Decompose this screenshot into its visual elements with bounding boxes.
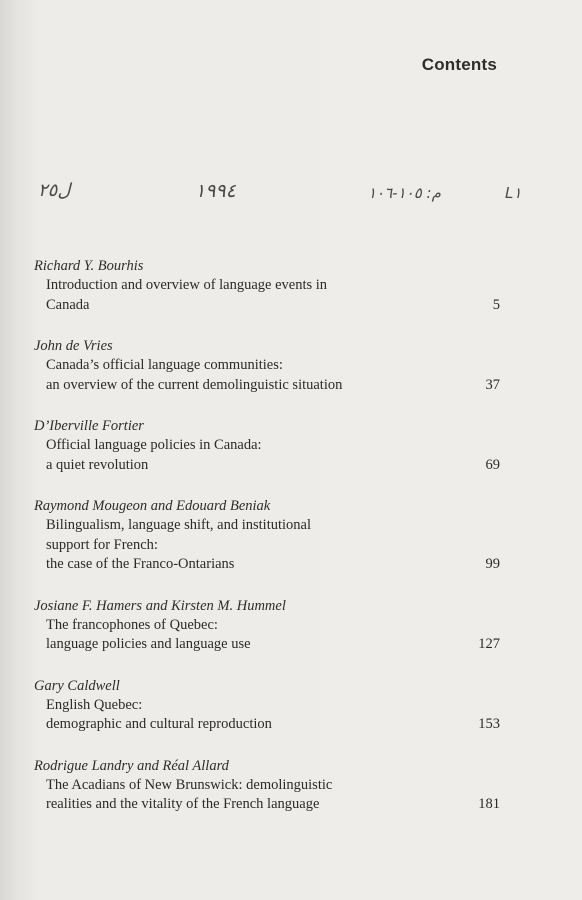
entry-title-line: Bilingualism, language shift, and institutional: [46, 517, 312, 533]
contents-entry: [34, 257, 504, 315]
contents-entry: [34, 597, 504, 655]
entry-title: [34, 616, 504, 655]
entry-page-number: 5: [492, 296, 500, 313]
contents-entry: [34, 757, 504, 815]
contents-entry: [34, 497, 504, 575]
entry-title-line: Official language policies in Canada:: [46, 437, 262, 453]
entry-page-number: 37: [485, 376, 500, 393]
entry-author: Gary Caldwell: [34, 677, 120, 694]
entry-title-line: The Acadians of New Brunswick: demolinguistic: [46, 776, 333, 793]
entry-title-line: The francophones of Quebec:: [46, 616, 218, 633]
entry-title-line: English Quebec:: [46, 696, 143, 713]
handwritten-note: L١: [505, 184, 522, 202]
entry-title-line: language policies and language use: [46, 636, 251, 652]
entry-title: [34, 356, 504, 395]
entry-title: [34, 436, 504, 475]
entry-title-line: support for French:: [46, 536, 158, 553]
contents-entry: [34, 417, 504, 475]
entry-author: Rodrigue Landry and Réal Allard: [34, 757, 229, 774]
entry-title-line: demographic and cultural reproduction: [46, 716, 272, 732]
entry-page-number: 69: [485, 456, 500, 473]
handwritten-note: ١٩٩٤: [195, 180, 236, 202]
entry-author: D’Iberville Fortier: [34, 418, 144, 434]
entry-title-line: an overview of the current demolinguistic situation: [46, 376, 343, 393]
contents-entry: [34, 677, 504, 735]
entry-title-line: Introduction and overview of language events in: [46, 277, 328, 293]
entry-author: Richard Y. Bourhis: [34, 258, 144, 274]
entry-author: Raymond Mougeon and Edouard Beniak: [34, 498, 271, 514]
entry-page-number: 153: [478, 716, 500, 732]
entry-page-number: 181: [478, 796, 500, 812]
entry-author: Josiane F. Hamers and Kirsten M. Hummel: [34, 597, 286, 614]
entry-title-line: Canada’s official language communities:: [46, 357, 283, 373]
handwritten-note: ل٢٥: [38, 180, 71, 201]
entry-title-line: a quiet revolution: [46, 456, 149, 473]
page-title: Contents: [421, 55, 497, 74]
contents-entry: [34, 337, 504, 395]
entry-page-number: 99: [485, 556, 500, 572]
entry-title-line: the case of the Franco-Ontarians: [46, 556, 235, 572]
entry-title-line: Canada: [46, 296, 90, 313]
entry-title: [34, 276, 504, 315]
entry-title: [34, 696, 504, 735]
handwritten-note: م: ١٠٥-١٠٦: [368, 184, 441, 202]
entry-page-number: 127: [478, 636, 500, 652]
entry-title: [34, 516, 504, 575]
entry-title: [34, 776, 504, 815]
contents-list: [34, 257, 504, 837]
entry-title-line: realities and the vitality of the French language: [46, 796, 320, 812]
entry-author: John de Vries: [34, 338, 113, 354]
